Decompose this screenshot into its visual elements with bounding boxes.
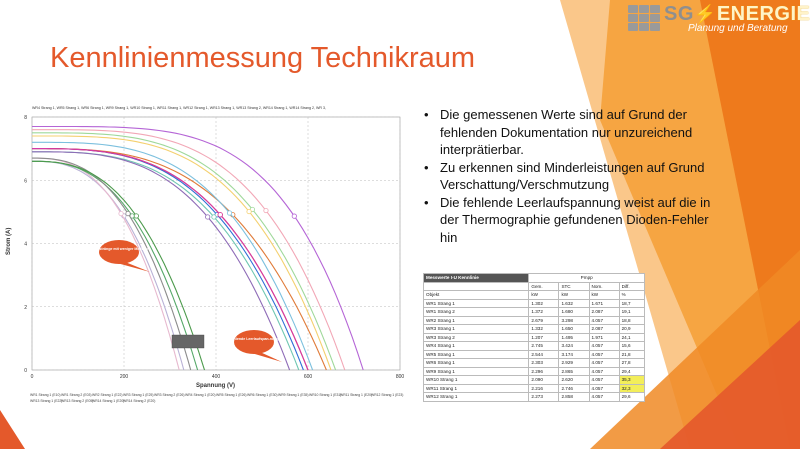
- legend-entry: WR3 Strang 2 (E26): [154, 393, 185, 397]
- legend-entry: WR6 Strang 1 (E30): [247, 393, 278, 397]
- logo-wordmark: SG⚡ENERGIE: [664, 3, 810, 25]
- table-row: [424, 316, 645, 325]
- table-cell: 1.207: [529, 333, 559, 342]
- table-row-name: WR6 Strang 1: [424, 359, 529, 368]
- table-cell: 3.424: [559, 342, 589, 351]
- mpp-marker: [119, 211, 123, 215]
- table-col-header: Nom.: [589, 282, 619, 291]
- table-cell: 1.650: [559, 325, 589, 334]
- table-cell: 4.057: [589, 342, 619, 351]
- table-cell: 2.620: [559, 376, 589, 385]
- table-cell: 2.273: [529, 393, 559, 402]
- table-row: [424, 359, 645, 368]
- table-title: Messwerte I-U Kennlinie: [424, 274, 529, 283]
- table-cell: 2.745: [529, 342, 559, 351]
- table-cell: 2.746: [559, 384, 589, 393]
- mpp-marker: [134, 214, 138, 218]
- table-row: [424, 376, 645, 385]
- table-cell: 18,8: [619, 316, 644, 325]
- table-row: [424, 393, 645, 402]
- mpp-marker: [212, 215, 216, 219]
- table-row: [424, 367, 645, 376]
- callout-text: Modulstränge mit weniger Modulen: [88, 247, 150, 251]
- inset-legend-box: [172, 335, 204, 348]
- x-tick-label: 600: [303, 374, 313, 380]
- table-row-name: WR1 Strang 1: [424, 299, 529, 308]
- y-tick-label: 2: [24, 304, 27, 311]
- table-cell: 20,9: [619, 325, 644, 334]
- measurement-table: [423, 273, 645, 402]
- y-tick-label: 4: [24, 241, 27, 248]
- bullet-list: [420, 106, 720, 246]
- table-cell: 2.865: [559, 367, 589, 376]
- table-cell: 19,1: [619, 308, 644, 317]
- table-row: [424, 350, 645, 359]
- mpp-marker: [205, 215, 209, 219]
- legend-entry: WR5 Strang 1 (E26): [216, 393, 247, 397]
- table-row-name: WR12 Strang 1: [424, 393, 529, 402]
- table-cell: 3.298: [559, 316, 589, 325]
- mpp-marker: [126, 211, 130, 215]
- bullet-item: • Die gemessenen Werte sind auf Grund der fehlenden Dokumentation nur unzureichend interprätierbar.: [420, 106, 720, 159]
- table-cell: 2.858: [559, 393, 589, 402]
- table-row-name: WR9 Strang 1: [424, 367, 529, 376]
- logo-tagline: Planung und Beratung: [688, 23, 788, 34]
- x-tick-label: 200: [119, 374, 129, 380]
- table-unit: kW: [559, 291, 589, 300]
- bullet-item: • Die fehlende Leerlaufspannung weist auf die in der Thermographie gefundenen Dioden-Fehler hin: [420, 194, 720, 247]
- table-cell: 1.332: [529, 325, 559, 334]
- table-cell: 4.057: [589, 376, 619, 385]
- y-axis-label: Strom (A): [6, 227, 12, 255]
- table-cell: 35,3: [619, 376, 644, 385]
- table-cell: 4.057: [589, 393, 619, 402]
- callout-text: Fehlende Leerlaufspan-nung: [229, 337, 279, 341]
- x-tick-label: 400: [211, 374, 221, 380]
- table-row: [424, 342, 645, 351]
- x-tick-label: 800: [395, 374, 405, 380]
- table-row-name: WR11 Strang 1: [424, 384, 529, 393]
- table-cell: 4.057: [589, 384, 619, 393]
- table-row-name: WR5 Strang 1: [424, 350, 529, 359]
- table-object-label: Objekt: [424, 291, 529, 300]
- table-cell: 1.495: [559, 333, 589, 342]
- legend-entry: WR1 Strang 1 (E10): [30, 393, 61, 397]
- table-cell: 18,7: [619, 299, 644, 308]
- table-cell: 2.090: [529, 376, 559, 385]
- table-row: [424, 333, 645, 342]
- table-blank: [424, 282, 529, 291]
- table-cell: 1.971: [589, 333, 619, 342]
- table-unit: kW: [589, 291, 619, 300]
- bullet-item: • Zu erkennen sind Minderleistungen auf Grund Verschattung/Verschmutzung: [420, 159, 720, 194]
- mpp-marker: [227, 211, 231, 215]
- callout-bubble: [99, 240, 139, 264]
- chart-bottom-legend: [30, 392, 410, 404]
- table-cell: 2.087: [589, 308, 619, 317]
- table-group-header: Pmpp: [529, 274, 645, 283]
- legend-entry: WR4 Strang 1 (E20): [185, 393, 216, 397]
- slide-title: Kennlinienmessung Technikraum: [50, 42, 476, 74]
- mpp-marker: [218, 213, 222, 217]
- table-row-name: WR2 Strang 1: [424, 316, 529, 325]
- x-tick-label: 0: [30, 374, 34, 380]
- table-cell: 2.296: [529, 367, 559, 376]
- table-row-name: WR4 Strang 1: [424, 342, 529, 351]
- lightning-icon: ⚡: [693, 4, 717, 24]
- table-cell: 2.303: [529, 359, 559, 368]
- table-cell: 1.372: [529, 308, 559, 317]
- chart-top-legend: WR4 Strang 1, WR5 Strang 1, WR6 Strang 1, WR9 Strang 1, WR10 Strang 1, WR11 Strang 1, WR12 Strang 1, WR13 Strang 1, WR13 Strang 2, WR14 Strang 1, WR14 Strang 2, WR 3,: [32, 106, 326, 110]
- legend-entry: WR10 Strang 1 (E31): [309, 393, 342, 397]
- legend-entry: WR3 Strang 1 (E25): [123, 393, 154, 397]
- table-cell: 1.302: [529, 299, 559, 308]
- table-cell: 1.680: [559, 308, 589, 317]
- table-cell: 21,8: [619, 350, 644, 359]
- table-cell: 1.671: [589, 299, 619, 308]
- table-row-name: WR3 Strang 1: [424, 325, 529, 334]
- table-row: [424, 299, 645, 308]
- legend-entry: WR14 Strang 1 (E20): [92, 399, 125, 403]
- legend-entry: WR11 Strang 1 (E20): [340, 393, 373, 397]
- table-cell: 29,6: [619, 393, 644, 402]
- table-cell: 3.174: [559, 350, 589, 359]
- x-axis-label: Spannung (V): [196, 383, 235, 389]
- table-row-name: WR3 Strang 2: [424, 333, 529, 342]
- y-tick-label: 0: [24, 368, 27, 374]
- y-tick-label: 6: [24, 178, 27, 185]
- table-col-header: STC: [559, 282, 589, 291]
- table-row: [424, 384, 645, 393]
- legend-entry: WR14 Strang 2 (E20): [123, 399, 156, 403]
- table-cell: 2.087: [589, 325, 619, 334]
- table-row-name: WR1 Strang 2: [424, 308, 529, 317]
- legend-entry: WR13 Strang 2 (E05): [61, 399, 94, 403]
- mpp-marker: [264, 208, 268, 212]
- table-row-name: WR10 Strang 1: [424, 376, 529, 385]
- callout-bubble: [234, 330, 274, 354]
- table-cell: 2.216: [529, 384, 559, 393]
- table-cell: 1.632: [559, 299, 589, 308]
- legend-entry: WR1 Strang 2 (E03): [61, 393, 92, 397]
- legend-entry: WR12 Strang 1 (E23): [371, 393, 404, 397]
- legend-entry: WR9 Strang 1 (E35): [278, 393, 309, 397]
- table-col-header: Diff.: [619, 282, 644, 291]
- table-cell: 4.057: [589, 367, 619, 376]
- table-row: [424, 308, 645, 317]
- mpp-marker: [292, 214, 296, 218]
- table-row: [424, 325, 645, 334]
- table-cell: 2.929: [559, 359, 589, 368]
- legend-entry: WR2 Strang 1 (E22): [92, 393, 123, 397]
- table-cell: 2.544: [529, 350, 559, 359]
- mpp-marker: [247, 209, 251, 213]
- table-col-header: Gem.: [529, 282, 559, 291]
- table-unit: kW: [529, 291, 559, 300]
- y-tick-label: 8: [24, 115, 27, 121]
- table-cell: 15,6: [619, 342, 644, 351]
- table-cell: 4.057: [589, 359, 619, 368]
- table-unit: %: [619, 291, 644, 300]
- table-cell: 27,8: [619, 359, 644, 368]
- table-cell: 32,3: [619, 384, 644, 393]
- table-cell: 29,4: [619, 367, 644, 376]
- table-cell: 24,1: [619, 333, 644, 342]
- legend-entry: WR13 Strang 1 (E22): [30, 399, 63, 403]
- table-cell: 4.057: [589, 316, 619, 325]
- table-cell: 2.679: [529, 316, 559, 325]
- table-cell: 4.057: [589, 350, 619, 359]
